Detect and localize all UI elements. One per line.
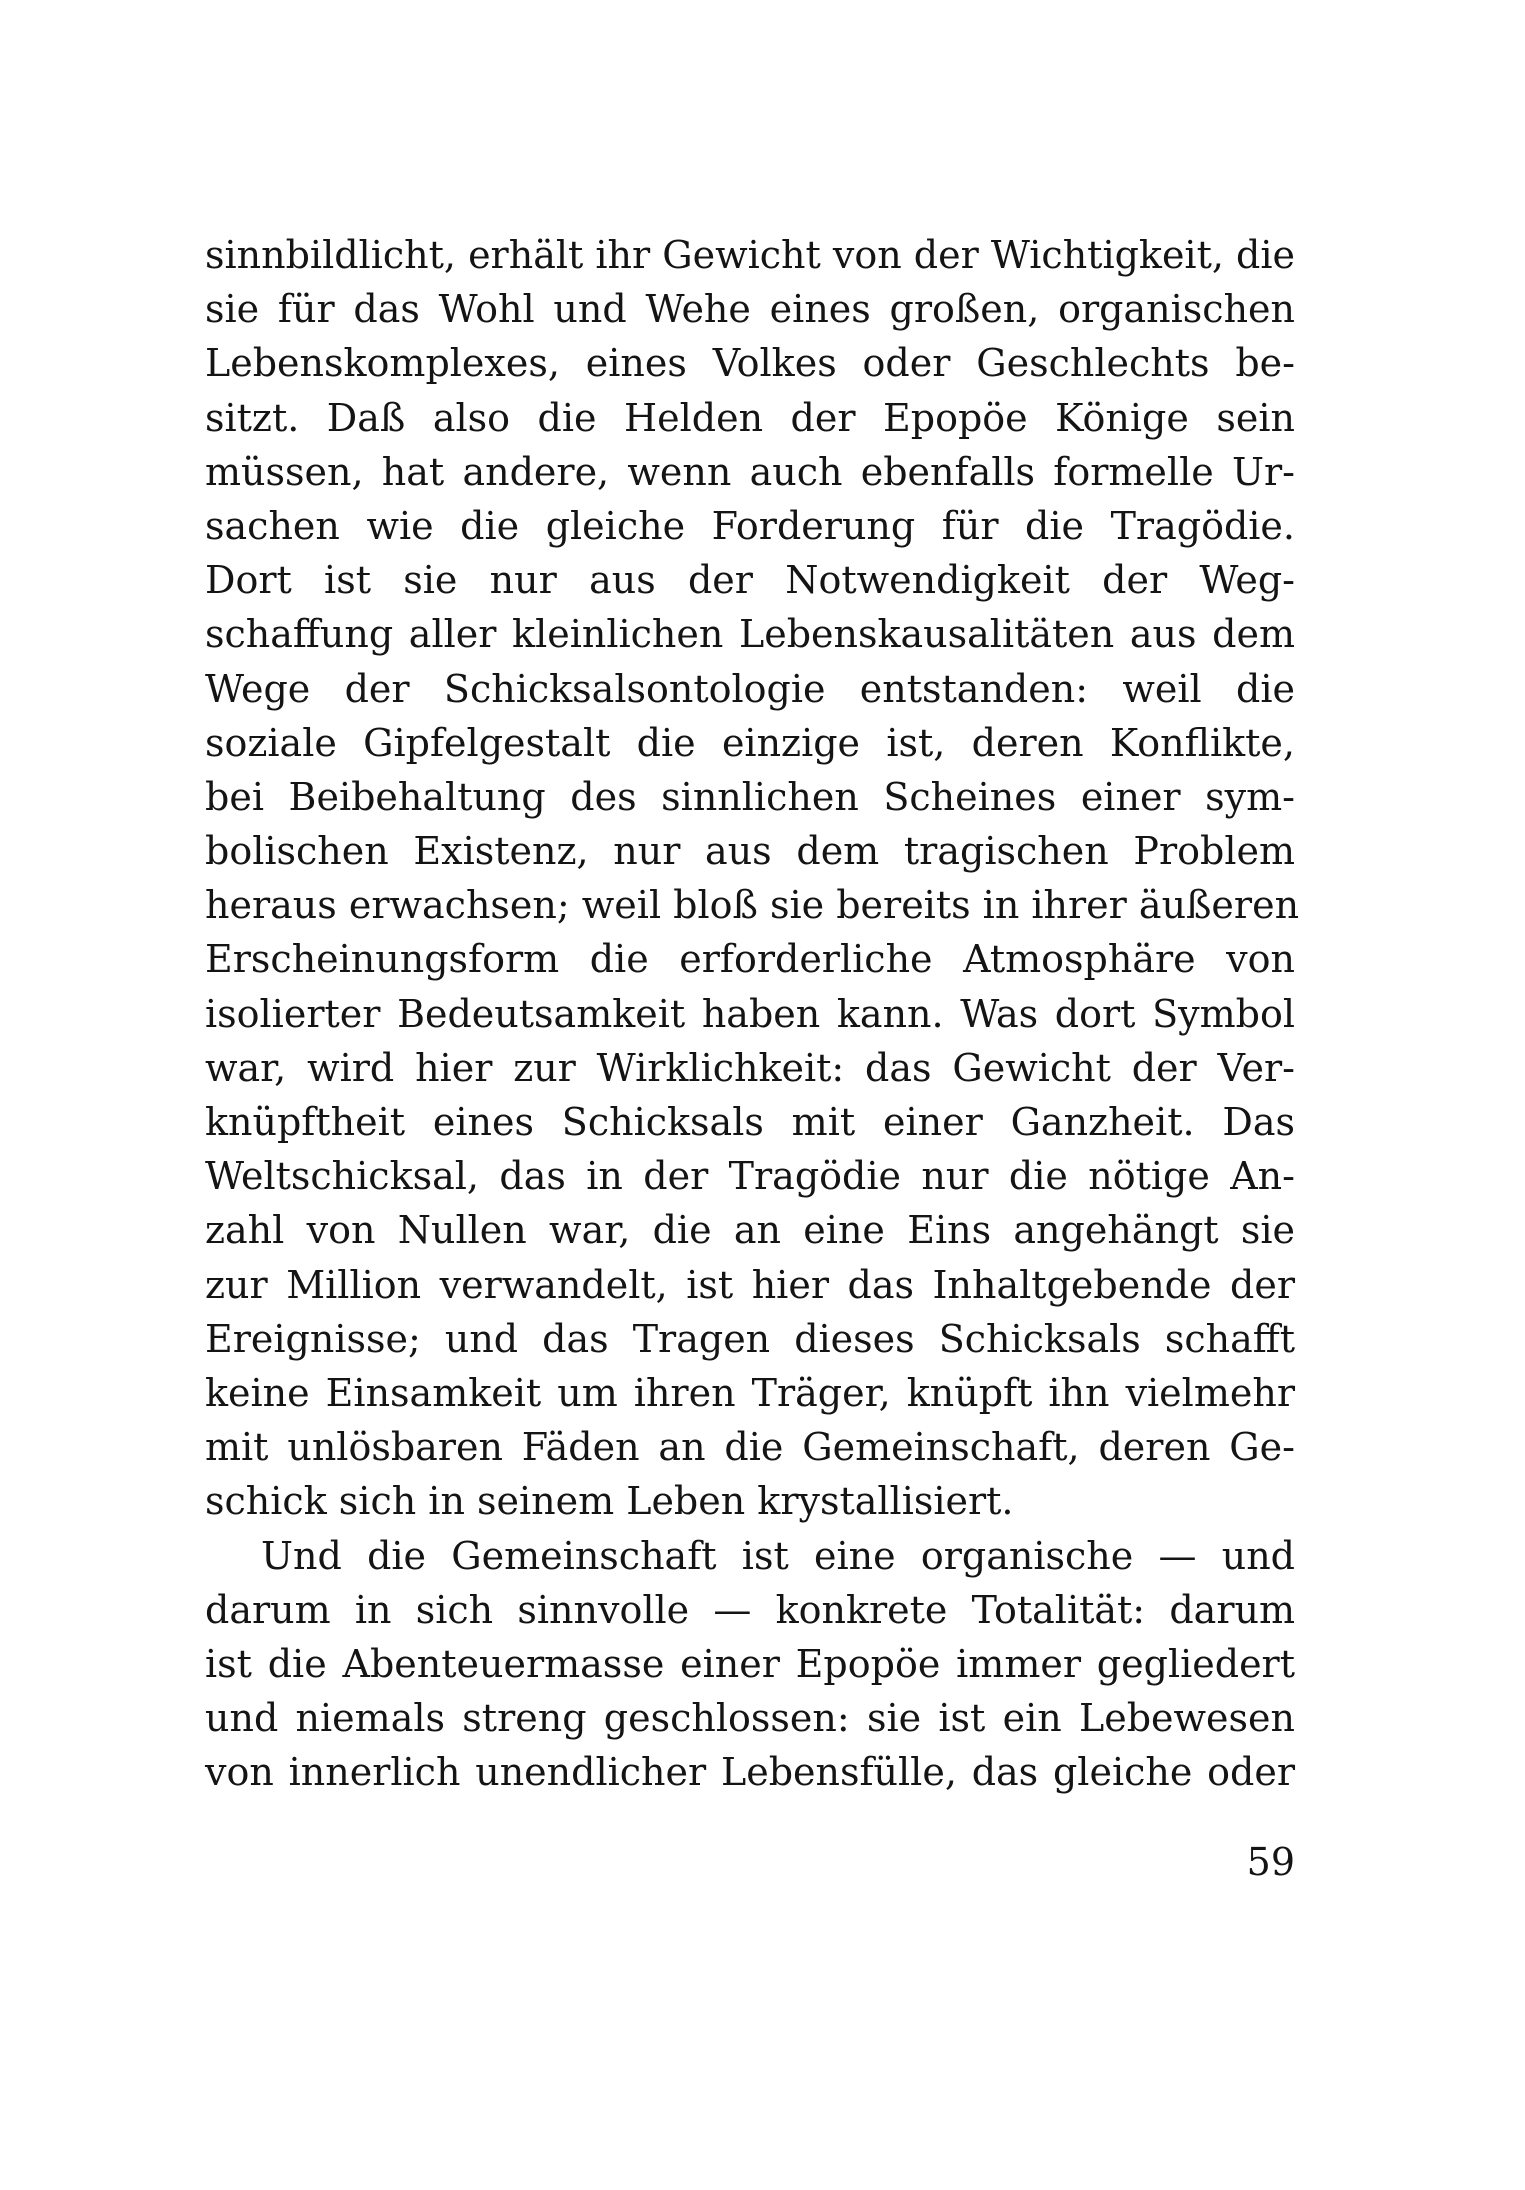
text-line: soziale Gipfelgestalt die einzige ist, deren Konflikte, (205, 720, 1295, 765)
text-line: und niemals streng geschlossen: sie ist ein Lebewesen (205, 1696, 1295, 1741)
text-line: darum in sich sinnvolle — konkrete Totalität: darum (205, 1587, 1295, 1632)
text-line: zahl von Nullen war, die an eine Eins angehängt sie (205, 1208, 1295, 1253)
text-line: schick sich in seinem Leben krystallisiert. (205, 1479, 1014, 1524)
text-line: Und die Gemeinschaft ist eine organische — und (261, 1533, 1295, 1578)
text-line: müssen, hat andere, wenn auch ebenfalls formelle Ur- (205, 449, 1295, 494)
body-text (205, 228, 1300, 1799)
text-line: ist die Abenteuermasse einer Epopöe immer gegliedert (205, 1641, 1295, 1686)
text-line: Erscheinungsform die erforderliche Atmosphäre von (205, 937, 1295, 982)
text-line: sitzt. Daß also die Helden der Epopöe Könige sein (205, 395, 1295, 440)
text-line: keine Einsamkeit um ihren Träger, knüpft ihn vielmehr (205, 1370, 1295, 1415)
text-line: isolierter Bedeutsamkeit haben kann. Was dort Symbol (205, 991, 1295, 1036)
page-number: 59 (1246, 1840, 1295, 1884)
text-line: Lebenskomplexes, eines Volkes oder Geschlechts be- (205, 341, 1295, 386)
text-line: Wege der Schicksalsontologie entstanden: weil die (205, 666, 1295, 711)
text-line: war, wird hier zur Wirklichkeit: das Gewicht der Ver- (205, 1045, 1295, 1090)
text-line: bei Beibehaltung des sinnlichen Scheines einer sym- (205, 774, 1295, 819)
paragraph-1 (205, 228, 1300, 1529)
text-line: knüpftheit eines Schicksals mit einer Ganzheit. Das (205, 1100, 1295, 1144)
text-line: mit unlösbaren Fäden an die Gemeinschaft, deren Ge- (205, 1425, 1295, 1470)
text-line: von innerlich unendlicher Lebensfülle, das gleiche oder (205, 1750, 1295, 1795)
text-line: bolischen Existenz, nur aus dem tragischen Problem (205, 829, 1295, 874)
text-line: Dort ist sie nur aus der Notwendigkeit der Weg- (205, 558, 1295, 603)
text-line: sie für das Wohl und Wehe eines großen, organischen (205, 287, 1295, 332)
text-line: Ereignisse; und das Tragen dieses Schicksals schafft (205, 1316, 1295, 1361)
text-line: zur Million verwandelt, ist hier das Inhaltgebende der (205, 1262, 1295, 1307)
text-line: schaffung aller kleinlichen Lebenskausalitäten aus dem (205, 612, 1295, 657)
text-line: Weltschicksal, das in der Tragödie nur die nötige An- (205, 1154, 1295, 1199)
text-line: heraus erwachsen; weil bloß sie bereits in ihrer äußeren (205, 883, 1300, 928)
paragraph-2 (205, 1529, 1295, 1800)
text-line: sachen wie die gleiche Forderung für die Tragödie. (205, 503, 1295, 548)
text-line: sinnbildlicht, erhält ihr Gewicht von der Wichtigkeit, die (205, 233, 1295, 277)
